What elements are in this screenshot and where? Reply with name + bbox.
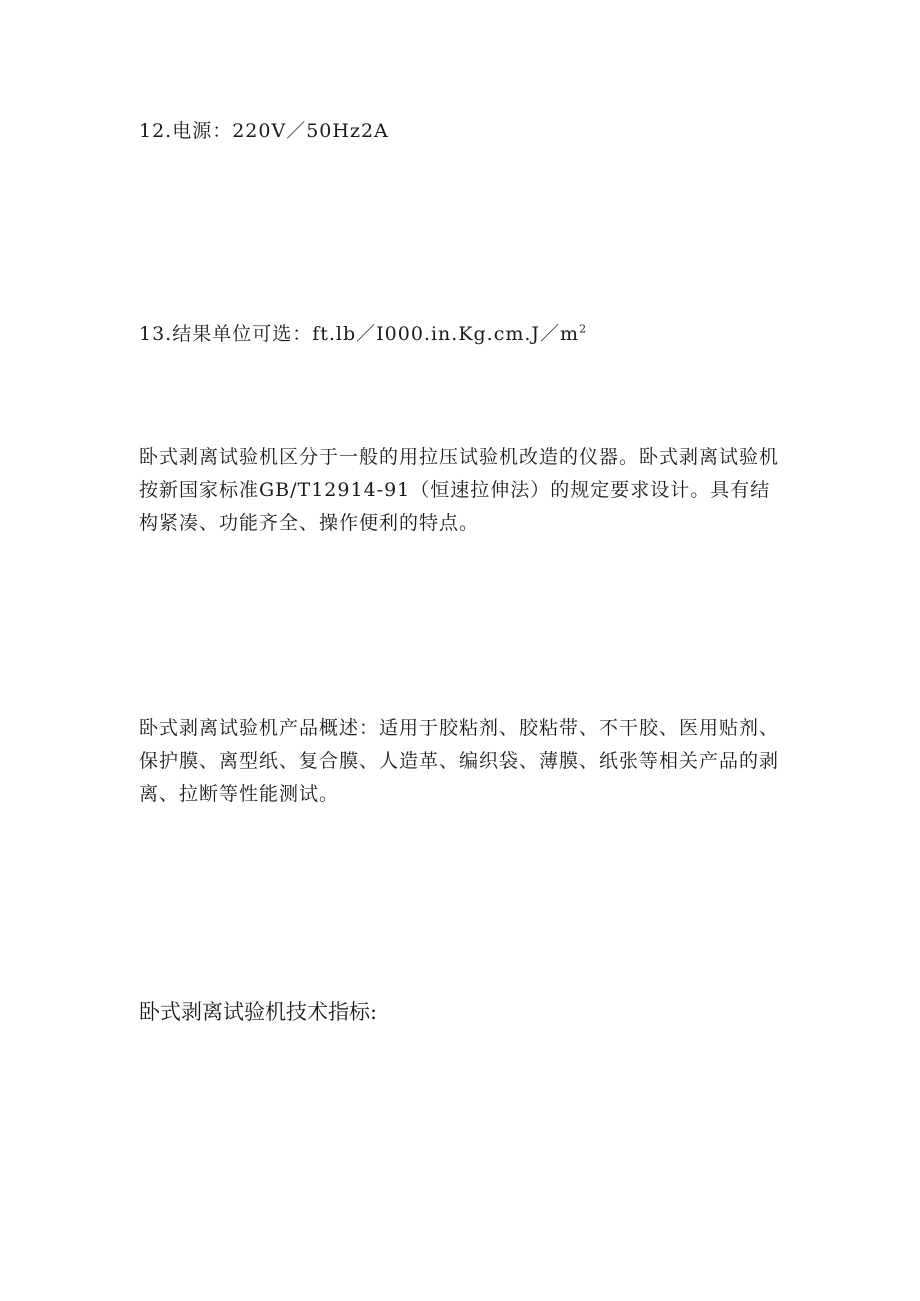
tech-spec-heading: 卧式剥离试验机技术指标: [139,1000,378,1024]
overview-paragraph: 卧式剥离试验机产品概述：适用于胶粘剂、胶粘带、不干胶、医用贴剂、保护膜、离型纸、复合膜、人造革、编织袋、薄膜、纸张等相关产品的剥离、拉断等性能测试。 [139,717,780,805]
intro-paragraph: 卧式剥离试验机区分于一般的用拉压试验机改造的仪器。卧式剥离试验机按新国家标准GB/T12914-91（恒速拉伸法）的规定要求设计。具有结构紧凑、功能齐全、操作便利的特点。 [139,446,780,534]
result-units-line [139,318,787,351]
power-spec-line: 12.电源：220V／50Hz2A [139,120,389,142]
result-units-superscript: 2 [579,322,588,336]
result-units-text: 13.结果单位可选：ft.lb／I000.in.Kg.cm.J／m [139,323,580,345]
